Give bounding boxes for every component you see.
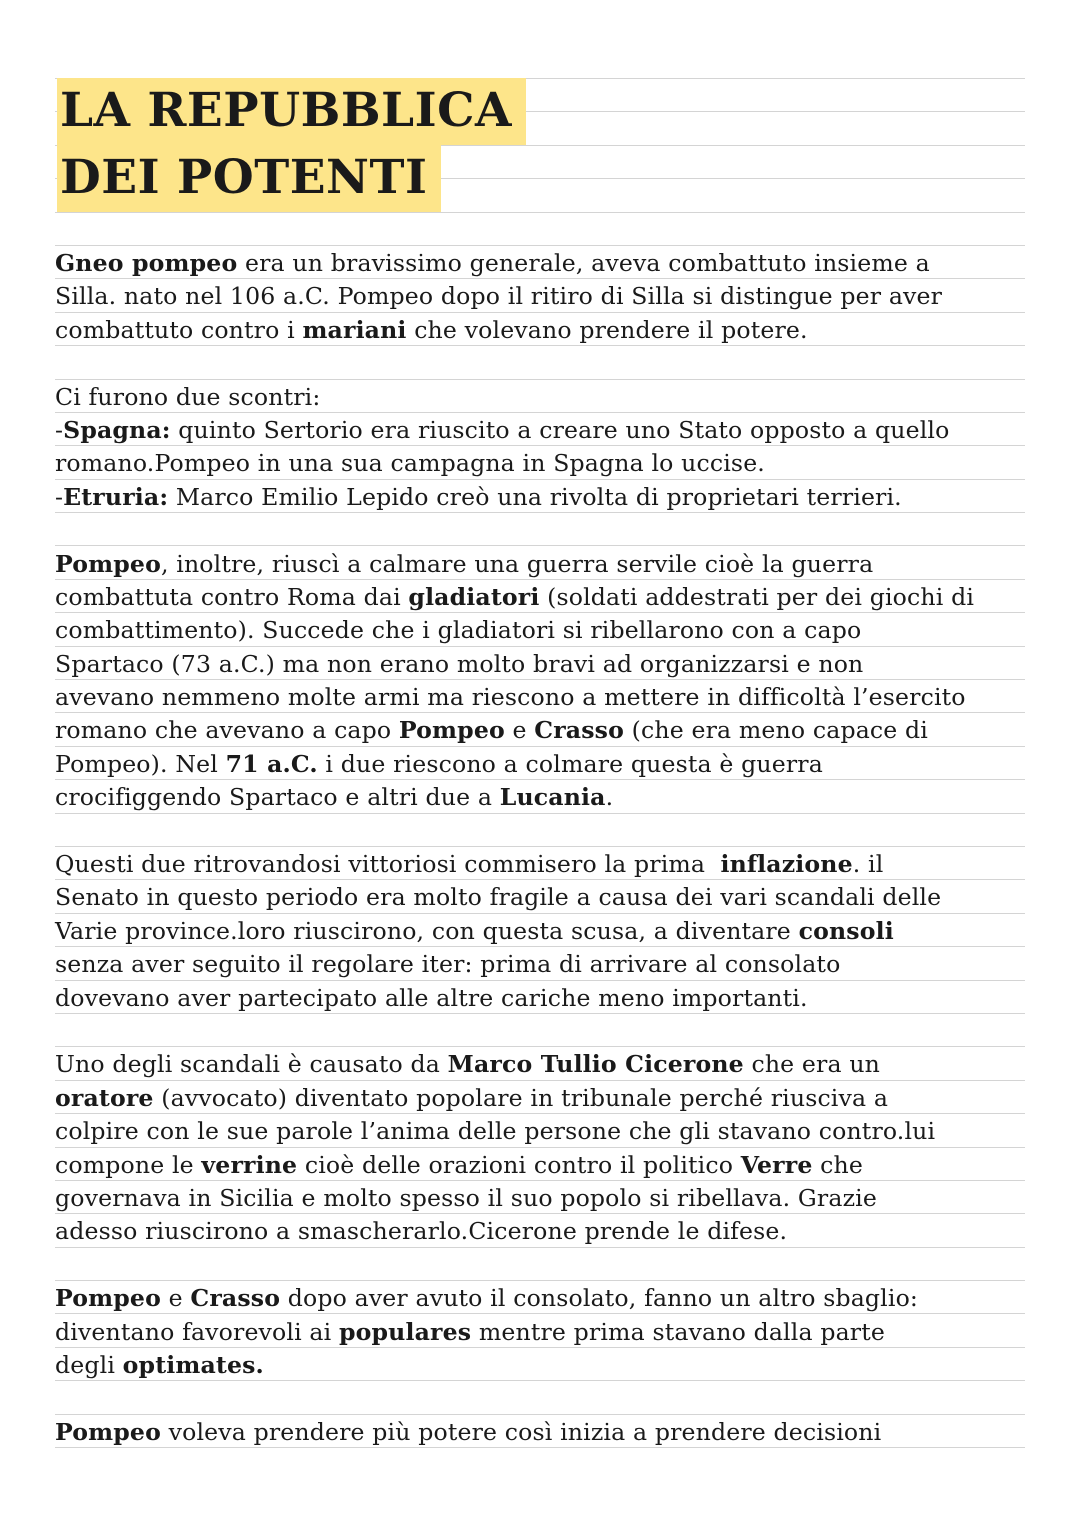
text-segment: . il <box>852 850 884 879</box>
text-line <box>55 946 974 979</box>
title-line <box>57 145 526 212</box>
text-segment: compone le <box>55 1150 202 1179</box>
text-segment: . <box>605 783 614 812</box>
text-segment: degli <box>55 1350 123 1379</box>
text-line <box>55 1147 974 1180</box>
text-line <box>55 445 974 478</box>
text-segment: Senato in questo periodo era molto fragile a causa dei vari scandali delle <box>55 883 942 912</box>
title-line <box>57 78 526 145</box>
text-line <box>55 1180 974 1213</box>
title-highlight: DEI POTENTI <box>57 145 441 212</box>
bold-term: Pompeo <box>55 1417 161 1446</box>
text-line <box>55 245 974 278</box>
notes-body <box>55 245 974 1447</box>
bold-term: Etruria: <box>63 482 169 511</box>
text-segment: - <box>55 482 64 511</box>
bold-term: gladiatori <box>408 582 540 611</box>
blank-line <box>55 512 974 545</box>
text-segment: dopo aver avuto il consolato, fanno un altro sbaglio: <box>280 1284 919 1313</box>
text-line <box>55 1347 974 1380</box>
text-segment: Questi due ritrovandosi vittoriosi commisero la prima <box>55 850 721 879</box>
text-segment: cioè delle orazioni contro il politico <box>297 1150 741 1179</box>
bold-term: Crasso <box>534 716 624 745</box>
bold-term: Verre <box>740 1150 813 1179</box>
bold-term: verrine <box>201 1150 298 1179</box>
page-title <box>57 78 526 212</box>
text-segment: combattuto contro i <box>55 315 303 344</box>
bold-term: Lucania <box>499 783 606 812</box>
text-segment: e <box>160 1284 191 1313</box>
blank-line <box>55 1013 974 1046</box>
text-segment: Pompeo). Nel <box>55 749 226 778</box>
text-segment: Spartaco (73 a.C.) ma non erano molto bravi ad organizzarsi e non <box>55 649 864 678</box>
text-segment: avevano nemmeno molte armi ma riescono a mettere in difficoltà l’esercito <box>55 683 966 712</box>
text-line <box>55 980 974 1013</box>
text-segment: Marco Emilio Lepido creò una rivolta di proprietari terrieri. <box>168 482 902 511</box>
text-line <box>55 679 974 712</box>
text-segment: (soldati addestrati per dei giochi di <box>539 582 975 611</box>
text-line <box>55 1113 974 1146</box>
bold-term: mariani <box>302 315 407 344</box>
text-line <box>55 746 974 779</box>
text-segment: mentre prima stavano dalla parte <box>471 1317 885 1346</box>
bold-term: populares <box>339 1317 472 1346</box>
text-line <box>55 779 974 812</box>
text-line <box>55 612 974 645</box>
text-segment: e <box>504 716 535 745</box>
bold-term: 71 a.C. <box>225 749 318 778</box>
text-segment: che <box>812 1150 863 1179</box>
text-segment: romano.Pompeo in una sua campagna in Spagna lo uccise. <box>55 449 765 478</box>
text-segment: - <box>55 415 64 444</box>
bold-term: Spagna: <box>63 415 171 444</box>
text-line <box>55 913 974 946</box>
blank-line <box>55 1247 974 1280</box>
text-segment: , inoltre, riuscì a calmare una guerra servile cioè la guerra <box>160 549 874 578</box>
text-line <box>55 546 974 579</box>
title-highlight: LA REPUBBLICA <box>57 78 526 145</box>
bold-term: optimates. <box>122 1350 264 1379</box>
text-line <box>55 712 974 745</box>
text-segment: colpire con le sue parole l’anima delle persone che gli stavano contro.lui <box>55 1117 936 1146</box>
text-segment: romano che avevano a capo <box>55 716 399 745</box>
text-line <box>55 278 974 311</box>
rule-line <box>55 212 1025 245</box>
text-segment: adesso riuscirono a smascherarlo.Cicerone prende le difese. <box>55 1217 788 1246</box>
text-segment: governava in Sicilia e molto spesso il suo popolo si ribellava. Grazie <box>55 1183 877 1212</box>
bold-term: inflazione <box>720 850 853 879</box>
text-segment: senza aver seguito il regolare iter: prima di arrivare al consolato <box>55 950 841 979</box>
blank-line <box>55 813 974 846</box>
text-segment: (che era meno capace di <box>624 716 928 745</box>
text-segment: i due riescono a colmare questa è guerra <box>317 749 823 778</box>
bold-term: Pompeo <box>55 1284 161 1313</box>
text-line <box>55 379 974 412</box>
blank-line <box>55 1380 974 1413</box>
blank-line <box>55 345 974 378</box>
text-segment: diventano favorevoli ai <box>55 1317 339 1346</box>
text-line <box>55 312 974 345</box>
text-segment: crocifiggendo Spartaco e altri due a <box>55 783 500 812</box>
text-segment: combattimento). Succede che i gladiatori si ribellarono con a capo <box>55 616 862 645</box>
text-segment: che era un <box>743 1050 881 1079</box>
text-segment: Uno degli scandali è causato da <box>55 1050 448 1079</box>
bold-term: Pompeo <box>55 549 161 578</box>
bold-term: Pompeo <box>398 716 505 745</box>
bold-term: Gneo pompeo <box>55 249 238 277</box>
text-line <box>55 412 974 445</box>
text-line <box>55 646 974 679</box>
text-line <box>55 1213 974 1246</box>
text-segment: (avvocato) diventato popolare in tribunale perché riusciva a <box>153 1083 889 1112</box>
text-segment: Varie province.loro riuscirono, con questa scusa, a diventare <box>55 916 799 945</box>
text-segment: era un bravissimo generale, aveva combattuto insieme a <box>237 249 930 277</box>
text-segment: Silla. nato nel 106 a.C. Pompeo dopo il ritiro di Silla si distingue per aver <box>55 282 943 311</box>
bold-term: Marco Tullio Cicerone <box>447 1050 744 1079</box>
text-segment: dovevano aver partecipato alle altre cariche meno importanti. <box>55 983 808 1012</box>
text-segment: Ci furono due scontri: <box>55 382 321 411</box>
text-line <box>55 1280 974 1313</box>
text-line <box>55 1414 974 1447</box>
text-line <box>55 879 974 912</box>
text-line <box>55 1080 974 1113</box>
text-segment: che volevano prendere il potere. <box>406 315 808 344</box>
bold-term: Crasso <box>190 1284 281 1313</box>
text-line <box>55 1046 974 1079</box>
text-segment: quinto Sertorio era riuscito a creare uno Stato opposto a quello <box>170 415 950 444</box>
text-line <box>55 846 974 879</box>
bold-term: consoli <box>798 916 894 945</box>
text-segment: combattuta contro Roma dai <box>55 582 409 611</box>
text-line <box>55 479 974 512</box>
text-line <box>55 579 974 612</box>
rule-line <box>55 1447 1025 1480</box>
text-line <box>55 1314 974 1347</box>
text-segment: voleva prendere più potere così inizia a prendere decisioni <box>160 1417 882 1446</box>
bold-term: oratore <box>55 1083 154 1112</box>
